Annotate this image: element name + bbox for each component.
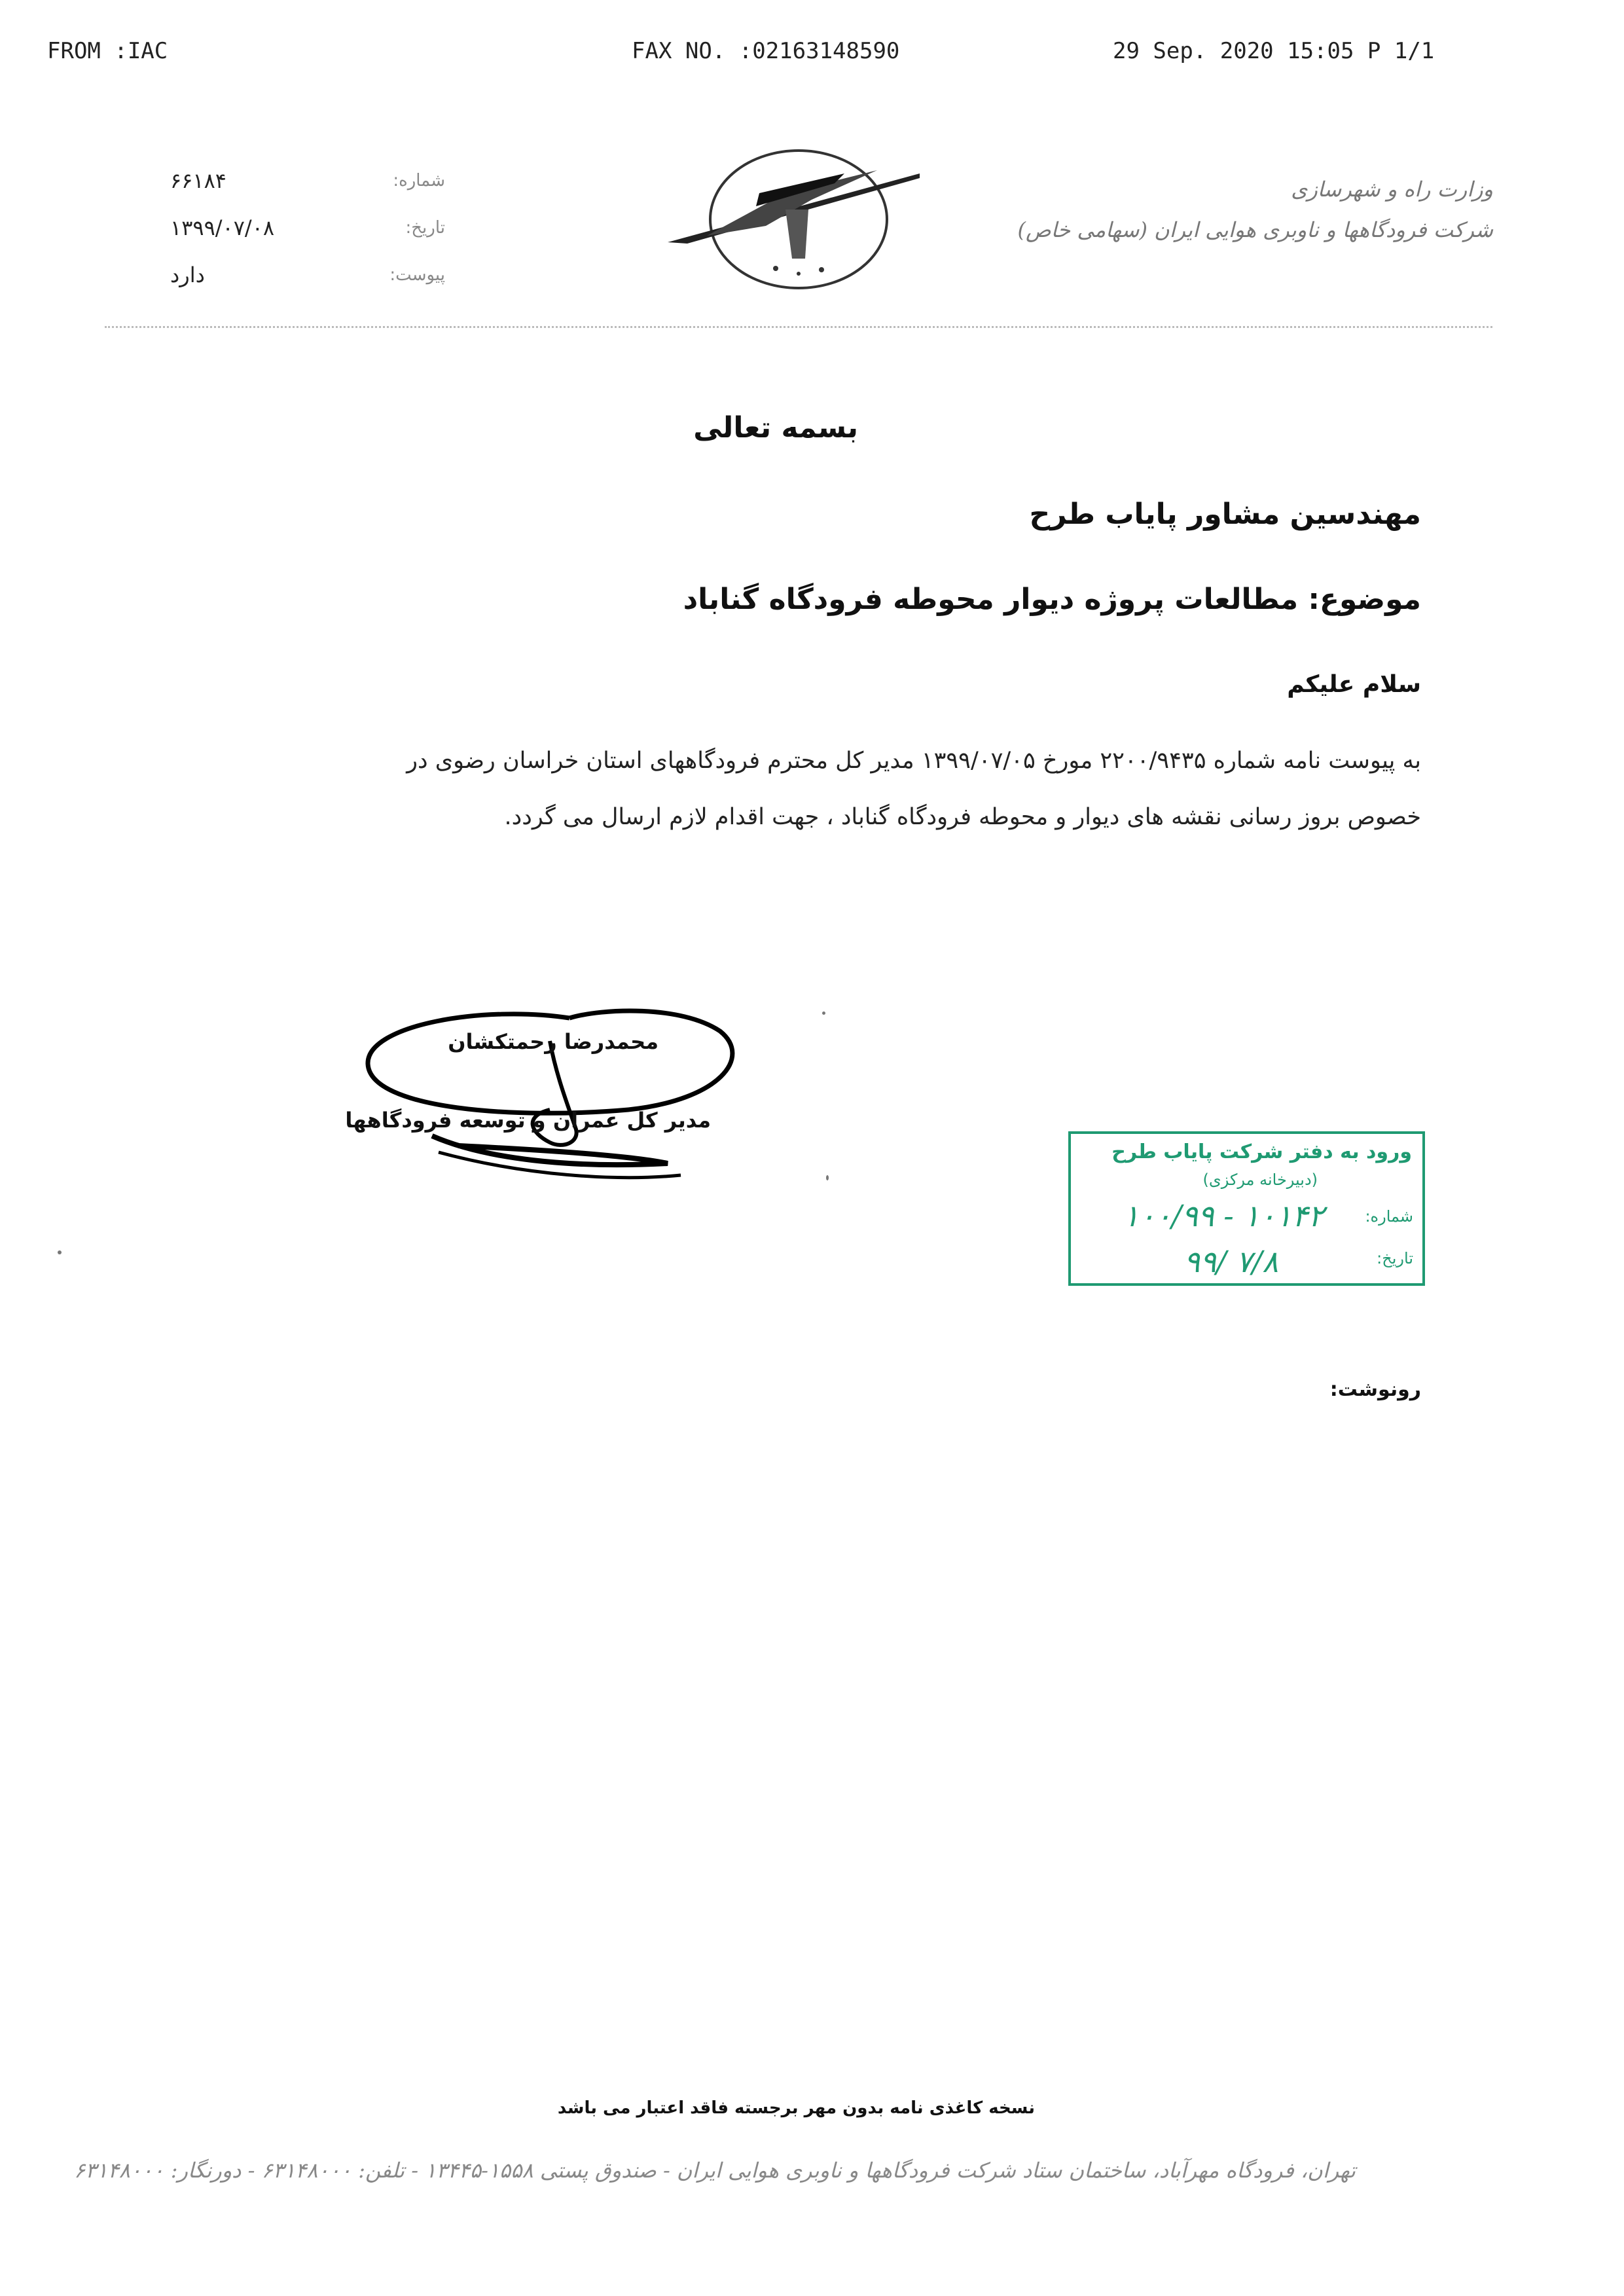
receipt-stamp bbox=[1068, 1131, 1425, 1286]
meta-date-label: تاریخ: bbox=[405, 218, 445, 238]
meta-attachment-label: پیوست: bbox=[389, 265, 445, 285]
stamp-number-label: شماره: bbox=[1365, 1207, 1413, 1226]
signatory-name: محمدرضا رحمتکشان bbox=[448, 1029, 659, 1054]
stamp-date-value: ۹۹/ ۷/۸ bbox=[1183, 1244, 1278, 1279]
stamp-date-label: تاریخ: bbox=[1377, 1249, 1413, 1267]
signatory-title: مدیر کل عمران و توسعه فرودگاهها bbox=[345, 1108, 711, 1133]
meta-number-row bbox=[170, 157, 445, 204]
fax-header bbox=[0, 38, 1624, 71]
recipient: مهندسین مشاور پایاب طرح bbox=[1029, 498, 1421, 531]
meta-date-row bbox=[170, 204, 445, 251]
subject-line: موضوع: مطالعات پروژه دیوار محوطه فرودگاه گناباد bbox=[683, 583, 1421, 616]
meta-number-value: ۶۶۱۸۴ bbox=[170, 168, 226, 193]
handwritten-signature bbox=[353, 979, 772, 1188]
meta-date-value: ۱۳۹۹/۰۷/۰۸ bbox=[170, 215, 275, 240]
company-logo bbox=[661, 144, 936, 295]
fax-from: FROM :IAC bbox=[47, 38, 168, 64]
header-divider bbox=[105, 326, 1492, 328]
ministry-name: وزارت راه و شهرسازی bbox=[1291, 177, 1493, 202]
scan-speck bbox=[826, 1175, 829, 1180]
meta-attachment-value: دارد bbox=[170, 263, 205, 287]
stamp-subtitle: (دبیرخانه مرکزی) bbox=[1202, 1171, 1318, 1189]
body-paragraph-line-1: به پیوست نامه شماره ۲۲۰۰/۹۴۳۵ مورخ ۱۳۹۹/۰۷/۰۵ مدیر کل محترم فرودگاههای استان خراسان رضوی در bbox=[406, 748, 1421, 774]
basmala: بسمه تعالی bbox=[693, 411, 858, 445]
footer-address: تهران، فرودگاه مهرآباد، ساختمان ستاد شرکت فرودگاهها و ناوبری هوایی ایران - صندوق پستی ۱۵۵۸-۱۳۴۴۵ - تلفن: ۶۳۱۴۸۰۰۰ - دورنگار: ۶۳۱۴۸۰۰۰ bbox=[74, 2158, 1356, 2183]
stamp-number-value: ۱۰۰/۹۹ - ۱۰۱۴۲ bbox=[1123, 1198, 1324, 1233]
greeting: سلام علیکم bbox=[1287, 671, 1421, 698]
cc-label: رونوشت: bbox=[1329, 1378, 1421, 1401]
footer-validity-note: نسخه کاغذی نامه بدون مهر برجسته فاقد اعتبار می باشد bbox=[557, 2098, 1035, 2118]
scan-speck bbox=[822, 1011, 825, 1015]
fax-datetime: 29 Sep. 2020 15:05 P 1/1 bbox=[1113, 38, 1435, 64]
company-name: شرکت فرودگاهها و ناوبری هوایی ایران (سهامی خاص) bbox=[1017, 217, 1493, 242]
scan-speck bbox=[58, 1250, 62, 1254]
organization-heading bbox=[996, 169, 1493, 250]
body-paragraph-line-2: خصوص بروز رسانی نقشه های دیوار و محوطه فرودگاه گناباد ، جهت اقدام لازم ارسال می گردد. bbox=[504, 804, 1421, 830]
meta-number-label: شماره: bbox=[393, 171, 445, 191]
fax-number: FAX NO. :02163148590 bbox=[632, 38, 900, 64]
letter-meta bbox=[170, 157, 445, 299]
stamp-title: ورود به دفتر شرکت پایاب طرح bbox=[1111, 1140, 1412, 1163]
meta-attachment-row bbox=[170, 251, 445, 299]
